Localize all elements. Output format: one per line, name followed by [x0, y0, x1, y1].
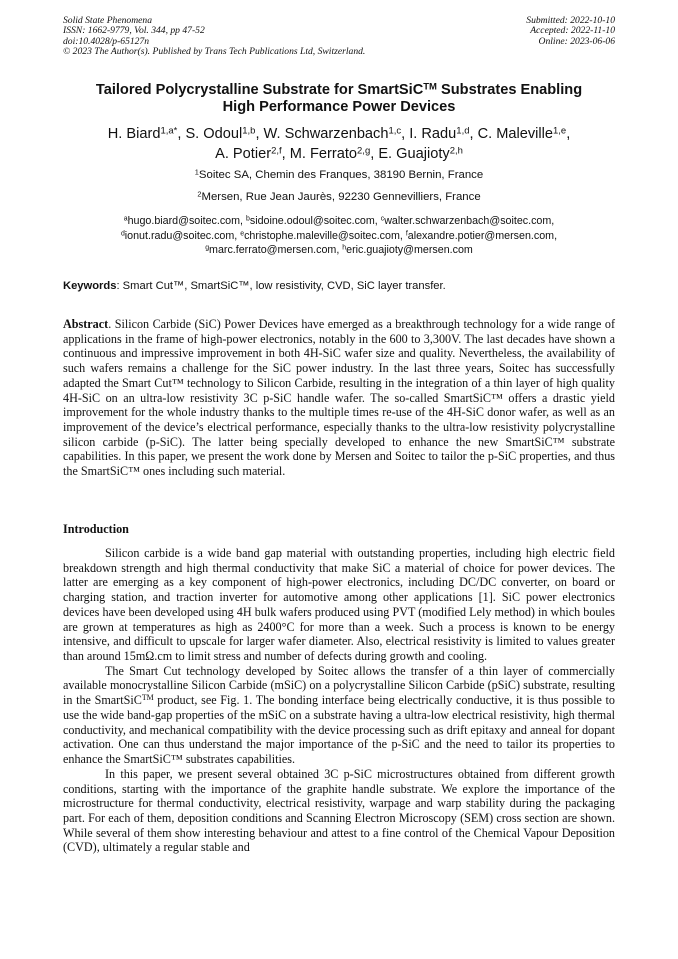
author-sep: ,	[566, 126, 571, 142]
abstract-text: . Silicon Carbide (SiC) Power Devices have emerged as a breakthrough technology for a wide range of applications in the frame of high-power electronics, notably in the 600 to 3,300V. The last decades have shown a continuous and impressive improvement in both 4H-SiC wafer size and quality. Nevertheless, the availability of such wafers remains a challenge for the SiC power industry. In the last three years, Soitec has successfully adapted the Smart Cut™ technology to Silicon Carbide, resulting in the integration of a thin layer of high quality 4H-SiC on an ultra-low resistivity 3C p-SiC handle wafer. The so-called SmartSiC™ offers a drastic yield improvement for the whole industry thanks to the multiple times re-use of the 4H-SiC donor wafer, as well as an improvement of the device’s electrical performance, especially thanks to the ultra-low resistivity polycrystalline silicon carbide (p-SiC). The latter being specially developed to enhance the new SmartSiC™ substrate capabilities. In this paper, we present the work done by Mersen and Soitec to tailor the p-SiC properties, and thus the SmartSiC™ ones including such material.	[63, 317, 615, 479]
affiliation-2	[55, 190, 623, 204]
abstract	[63, 317, 615, 479]
email-link[interactable]: christophe.maleville@soitec.com	[244, 229, 400, 242]
title-tm: TM	[423, 81, 437, 93]
email-link[interactable]: walter.schwarzenbach@soitec.com	[384, 215, 552, 227]
email-sup: e	[240, 230, 245, 238]
submitted-date: Submitted: 2022-10-10	[526, 15, 615, 26]
author: I. Radu	[409, 126, 457, 142]
title-line1-post: Substrates Enabling	[436, 82, 583, 98]
paragraph-text: product, see Fig. 1. The bonding interface being electrically conductive, it is thus possible to use the wide band-gap properties of the mSiC on a substrate having a ultra-low electrical resistivity, high thermal conductivity, and mechanical compatibility with the device processing such as drift epitaxy and anneal for dopant activation. One can thus understand the major importance of the p-SiC and the need to tailor its properties to enhance the SmartSiC™ substrates capabilities.	[63, 693, 615, 767]
affiliation-sup: 2	[197, 189, 202, 199]
paragraph-text: The Smart Cut technology developed by Soitec allows the transfer of a thin layer of commercially available monocrystalline Silicon Carbide (mSiC) on a polycrystalline Silicon Carbide (pSiC) substrate, resulting in the SmartSiC	[63, 663, 615, 708]
accepted-date: Accepted: 2022-11-10	[530, 25, 615, 37]
email-link[interactable]: sidoine.odoul@soitec.com	[249, 215, 375, 227]
journal-header	[63, 16, 365, 58]
email-link[interactable]: alexandre.potier@mersen.com	[407, 229, 555, 242]
author-sup: 1,e	[553, 125, 567, 137]
author: M. Ferrato	[289, 146, 358, 162]
email-sup: f	[405, 230, 408, 238]
abstract-label: Abstract	[63, 317, 109, 331]
introduction-body	[63, 546, 615, 855]
author: A. Potier	[215, 146, 272, 162]
author: E. Guajioty	[378, 146, 450, 162]
author: C. Maleville	[477, 126, 554, 142]
affiliation-text: Mersen, Rue Jean Jaurès, 92230 Gennevilliers, France	[201, 191, 481, 203]
author-sup: 2,f	[271, 145, 282, 157]
author: S. Odoul	[185, 126, 243, 142]
doi: doi:10.4028/p-65127n	[63, 35, 150, 47]
author-sep: ,	[255, 126, 264, 142]
author-sep: ,	[281, 146, 290, 162]
author-sep: ,	[177, 126, 186, 142]
author-sep: ,	[469, 126, 478, 142]
email-link[interactable]: eric.guajioty@mersen.com	[346, 244, 473, 257]
affiliation-sup: 1	[194, 167, 199, 177]
affiliation-1	[55, 168, 623, 182]
author-sep: ,	[370, 146, 379, 162]
keywords-label: Keywords	[63, 280, 117, 292]
paragraph: Silicon carbide is a wide band gap material with outstanding properties, including high electric field breakdown strength and high thermal conductivity that make SiC a material of choice for power devices. The latter are emerging as a key component of high-power electronics, including DC/DC converter, on board or charging station, and traction inverter for automotive among other applications [1]. SiC power electronics devices have been developed using 4H bulk wafers produced using PVT (modified Lely method) in which boules are grown at temperatures as high as 2400°C for more than a week. Such a process is known to be energy intensive, and difficult to upscale for larger wafer diameter. Also, electrical resistivity is limited to values greater than around 15mΩ.cm to limit stress and number of defects during growth and cooling.	[63, 546, 615, 664]
title-line2: High Performance Power Devices	[222, 99, 456, 115]
author-list	[55, 124, 623, 164]
email-sup: g	[205, 244, 210, 252]
email-sup: b	[246, 215, 250, 223]
author-sup: 1,c	[388, 125, 402, 137]
author-sup: 1,b	[242, 125, 256, 137]
author-sup: 2,g	[357, 145, 371, 157]
email-list: $^a$hugo.biard@soitec.com, $^b$sidoine.odoul@soitec.com, $^c$walter.schwarzenbach@soitec.com, $^d$ionut.radu@soitec.com, $^e$christophe.maleville@soitec.com, $^f$alexandre.potier@mersen.com, $^g$marc.ferrato@mersen.com, $^h$eric.guajioty@mersen.com	[120, 215, 558, 257]
dates-header	[526, 16, 615, 47]
paragraph	[63, 664, 615, 767]
email-sup: d	[120, 230, 125, 238]
email-link[interactable]: marc.ferrato@mersen.com	[209, 244, 337, 257]
email-link[interactable]: hugo.biard@soitec.com	[127, 215, 241, 227]
copyright: © 2023 The Author(s). Published by Trans Tech Publications Ltd, Switzerland.	[63, 46, 366, 58]
email-link[interactable]: ionut.radu@soitec.com	[124, 229, 235, 242]
keywords-text: : Smart Cut™, SmartSiC™, low resistivity, CVD, SiC layer transfer.	[116, 280, 446, 292]
title-line1-pre: Tailored Polycrystalline Substrate for SmartSiC	[95, 82, 424, 98]
author-sup: 2,h	[449, 145, 463, 157]
section-heading-introduction: Introduction	[63, 522, 129, 536]
author-sep: ,	[401, 126, 410, 142]
author: W. Schwarzenbach	[263, 126, 389, 142]
author-sup: 1,a*	[160, 125, 178, 137]
paragraph: In this paper, we present several obtained 3C p-SiC microstructures obtained from different growth conditions, starting with the importance of the graphite handle substrate. We explore the importance of the microstructure for thermal conductivity, electrical resistivity, warpage and warp stability during the packaging part. For each of them, deposition conditions and Scanning Electron Microscopy (SEM) cross section are shown. While several of them show interesting behaviour and attest to a fine control of the Chemical Vapour Deposition (CVD), ultimately a regular stable and	[63, 766, 615, 855]
online-date: Online: 2023-06-06	[538, 35, 615, 47]
email-sup: h	[342, 244, 347, 252]
keywords	[63, 279, 623, 293]
affiliation-text: Soitec SA, Chemin des Franques, 38190 Bernin, France	[198, 169, 484, 181]
issn: ISSN: 1662-9779, Vol. 344, pp 47-52	[63, 25, 205, 37]
author-sup: 1,d	[456, 125, 470, 137]
journal-name: Solid State Phenomena	[63, 15, 152, 26]
tm-sup: TM	[141, 693, 154, 703]
email-sup: a	[123, 215, 128, 223]
email-sup: c	[380, 215, 385, 223]
paper-title	[55, 82, 623, 116]
author: H. Biard	[107, 126, 161, 142]
